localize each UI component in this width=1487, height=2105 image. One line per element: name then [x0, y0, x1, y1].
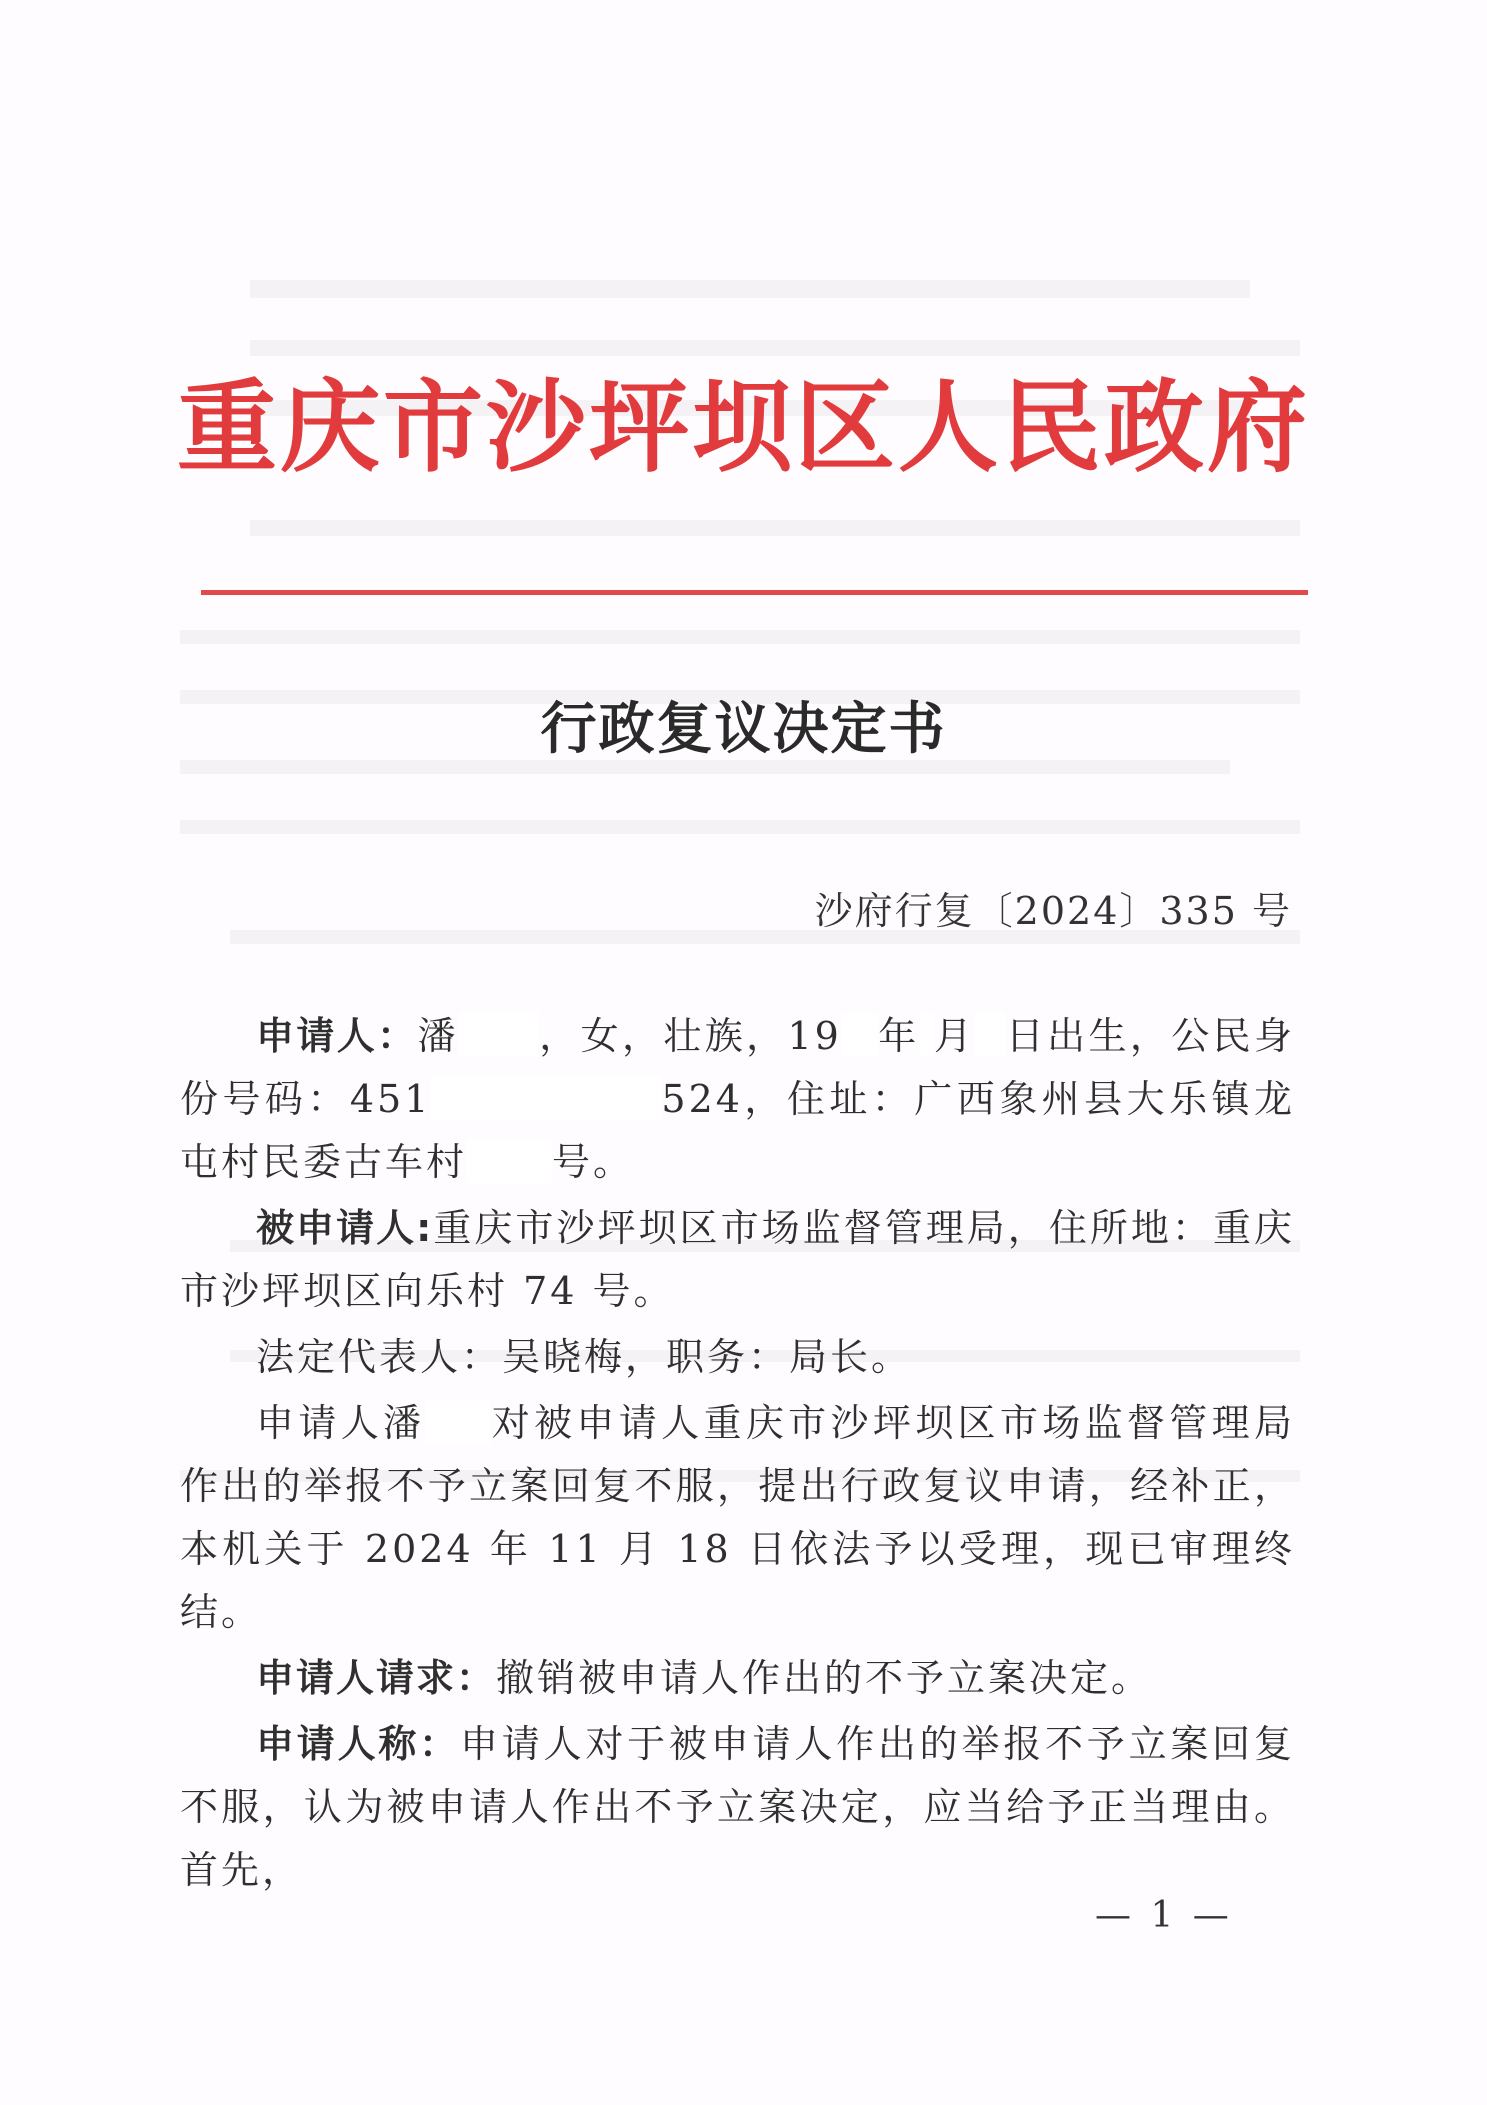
request-paragraph: 申请人请求：撤销被申请人作出的不予立案决定。 — [256, 1656, 1153, 1700]
redaction-block — [425, 1400, 490, 1444]
redaction-block — [431, 1076, 661, 1120]
redaction-block — [975, 1013, 1005, 1057]
page-number: — 1 — — [1095, 1895, 1233, 1936]
claim-label: 申请人称： — [256, 1722, 460, 1766]
redaction-block — [459, 1013, 539, 1057]
document-number: 沙府行复〔2024〕335 号 — [814, 889, 1292, 933]
request-label: 申请人请求： — [256, 1656, 497, 1700]
applicant-label: 申请人： — [256, 1014, 418, 1058]
redaction-block — [842, 1013, 878, 1057]
document-body — [180, 1005, 1295, 1902]
claim-paragraph: 申请人称：申请人对于被申请人作出的举报不予立案回复不服，认为被申请人作出不予立案决定，应当给予正当理由。首先， — [180, 1722, 1295, 1892]
redaction-block — [920, 1013, 934, 1057]
respondent-paragraph: 被申请人:重庆市沙坪坝区市场监督管理局，住所地：重庆市沙坪坝区向乐村 74 号。 — [180, 1206, 1295, 1313]
document-title: 行政复议决定书 — [540, 696, 947, 762]
redaction-block — [467, 1139, 552, 1183]
respondent-label: 被申请人: — [256, 1206, 434, 1250]
intro-paragraph: 申请人潘 对被申请人重庆市沙坪坝区市场监督管理局作出的举报不予立案回复不服，提出行政复议申请，经补正，本机关于 2024 年 11 月 18 日依法予以受理，现已审理终结。 — [180, 1401, 1295, 1634]
legal-representative-paragraph: 法定代表人：吴晓梅，职务：局长。 — [256, 1335, 913, 1379]
red-header-rule — [201, 590, 1308, 595]
issuing-authority-title: 重庆市沙坪坝区人民政府 — [177, 368, 1310, 486]
applicant-paragraph: 申请人：潘 ，女，壮族，19 年 月 日出生，公民身份号码：451 524，住址：广西象州县大乐镇龙屯村民委古车村 号。 — [180, 1014, 1295, 1184]
